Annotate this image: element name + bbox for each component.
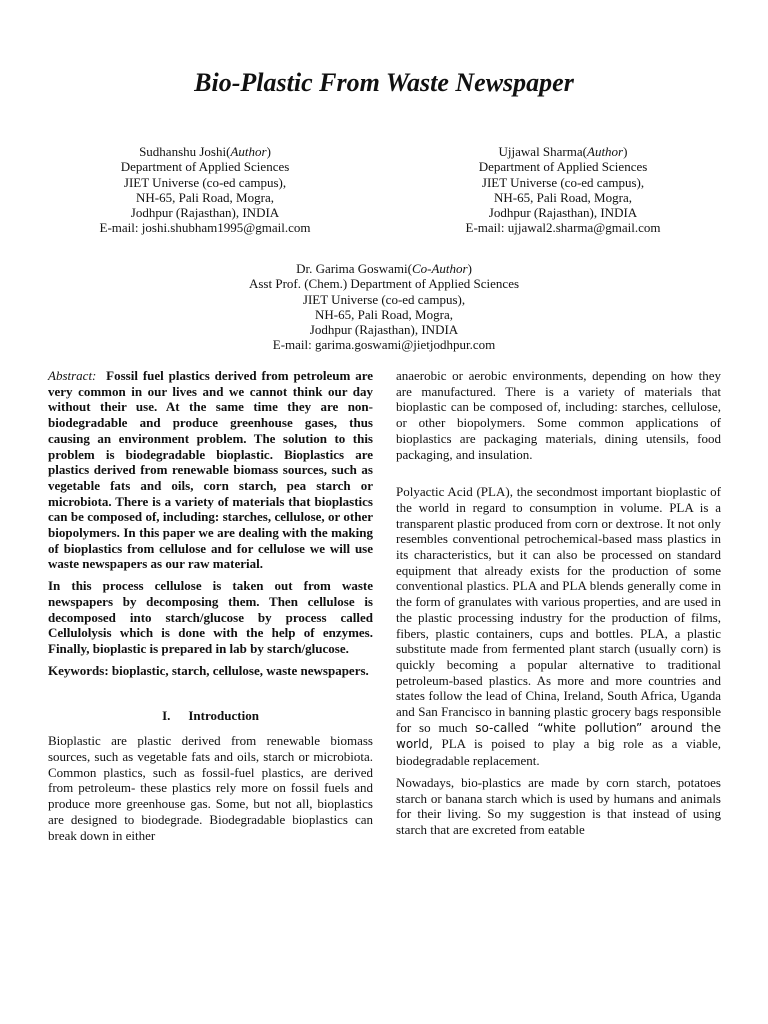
abstract-paragraph-2: In this process cellulose is taken out from waste newspapers by decomposing them. Then cellulose is decomposed into starch/glucose by process called Cellulolysis which is done with the help of enzymes. Finally, bioplastic is prepared in lab by starch/glucose.	[48, 578, 373, 656]
author-block-1	[60, 144, 350, 236]
author-city: Jodhpur (Rajasthan), INDIA	[130, 205, 280, 221]
section-title: Introduction	[188, 708, 259, 724]
author-email: E-mail: joshi.shubham1995@gmail.com	[99, 220, 311, 236]
author-block-3	[184, 261, 584, 353]
section-number: I.	[162, 708, 171, 724]
pla-text-end: PLA is poised to play a big role as a viable, biodegradable replacement.	[396, 736, 722, 769]
author-name: Dr. Garima Goswami	[296, 261, 408, 276]
author-road: NH-65, Pali Road, Mogra,	[315, 306, 453, 322]
author-role: Co-Author	[411, 261, 468, 276]
pla-text-start: Polyactic Acid (PLA), the secondmost important bioplastic of the world in regard to consumption in volume. PLA is a transparent plastic produced from corn or dextrose. It not only resembles conventional petrochemical-based mass plastics in its characteristics, but it can also be processed on standard equipment that already exists for the production of some conventional plastics. PLA and PLA blends generally come in the form of granulates with various properties, and are used in the plastic processing industry for the production of films, fibers, plastic containers, cups and bottles. PLA, a plastic substitute made from fermented plant starch (usually corn) is quickly becoming a popular alternative to traditional petroleum-based plastics. As more and more countries and states follow the lead of China, Ireland, South Africa, Uganda and San Francisco in banning plastic grocery bags responsible for so much	[396, 484, 721, 735]
author-road: NH-65, Pali Road, Mogra,	[136, 189, 274, 205]
keywords-paragraph	[48, 663, 373, 679]
author-name: Ujjawal Sharma	[498, 144, 583, 159]
author-name: Sudhanshu Joshi	[139, 144, 227, 159]
author-campus: JIET Universe (co-ed campus),	[123, 174, 287, 190]
abstract-label: Abstract:	[48, 368, 97, 383]
author-role: Author	[587, 144, 624, 159]
author-department: Asst Prof. (Chem.) Department of Applied Sciences	[248, 276, 520, 292]
author-block-2	[418, 144, 708, 236]
author-department: Department of Applied Sciences	[120, 159, 290, 175]
author-email: E-mail: garima.goswami@jietjodhpur.com	[272, 337, 496, 353]
body-paragraph-continued: anaerobic or aerobic environments, depending on how they are manufactured. There is a variety of materials that bioplastic can be composed of, including: starches, cellulose, or other biopolymers. Some common applications of bioplastics are packaging materials, dining utensils, food packaging, and insulation.	[396, 368, 721, 462]
pla-quoted-phrase: so-called “white pollution” around the world,	[396, 720, 722, 752]
author-city: Jodhpur (Rajasthan), INDIA	[488, 205, 638, 221]
author-name-line: Ujjawal Sharma(Author)	[498, 144, 628, 159]
abstract-paragraph	[48, 368, 373, 572]
author-email: E-mail: ujjawal2.sharma@gmail.com	[465, 220, 661, 236]
keywords-label: Keywords:	[48, 662, 109, 678]
abstract-text: Fossil fuel plastics derived from petroleum are very common in our lives and we cannot think our day without their use. At the same time they are non-biodegradable and produce greenhouse gases, thus causing an environment problem. The solution to this problem is biodegradable bioplastic. Bioplastics are plastics derived from renewable biomass sources, such as vegetable fats and oils, corn starch, pea starch or microbiota. There is a variety of materials that bioplastics can be composed of, including: starches, cellulose, or other biopolymers. In this paper we are dealing with the making of bioplastics from cellulose and for cellulose we will use waste newspapers as our raw material.	[48, 368, 373, 572]
author-department: Department of Applied Sciences	[478, 159, 648, 175]
introduction-paragraph: Bioplastic are plastic derived from renewable biomass sources, such as vegetable fats and oils, starch or microbiota. Common plastics, such as fossil-fuel plastics, are derived from petroleum- these plastics rely more on fossil fuels and produce more greenhouse gas. Some, but not all, bioplastics are designed to biodegrade. Biodegradable bioplastics can break down in either	[48, 733, 373, 843]
author-road: NH-65, Pali Road, Mogra,	[494, 189, 632, 205]
paper-title: Bio-Plastic From Waste Newspaper	[194, 68, 574, 97]
starch-paragraph: Nowadays, bio-plastics are made by corn starch, potatoes starch or banana starch which is used by humans and animals for their living. So my suggestion is that instead of using starch that are excreted from eatable	[396, 774, 721, 837]
left-column	[48, 368, 373, 843]
section-heading-introduction	[48, 708, 373, 724]
keywords-text: bioplastic, starch, cellulose, waste newspapers.	[111, 662, 369, 678]
right-column	[396, 368, 721, 838]
author-name-line: Dr. Garima Goswami(Co-Author)	[296, 261, 472, 276]
author-role: Author	[230, 144, 267, 159]
author-name-line: Sudhanshu Joshi(Author)	[139, 144, 271, 159]
pla-paragraph	[396, 484, 721, 769]
author-campus: JIET Universe (co-ed campus),	[302, 291, 466, 307]
author-campus: JIET Universe (co-ed campus),	[481, 174, 645, 190]
author-city: Jodhpur (Rajasthan), INDIA	[309, 322, 459, 338]
